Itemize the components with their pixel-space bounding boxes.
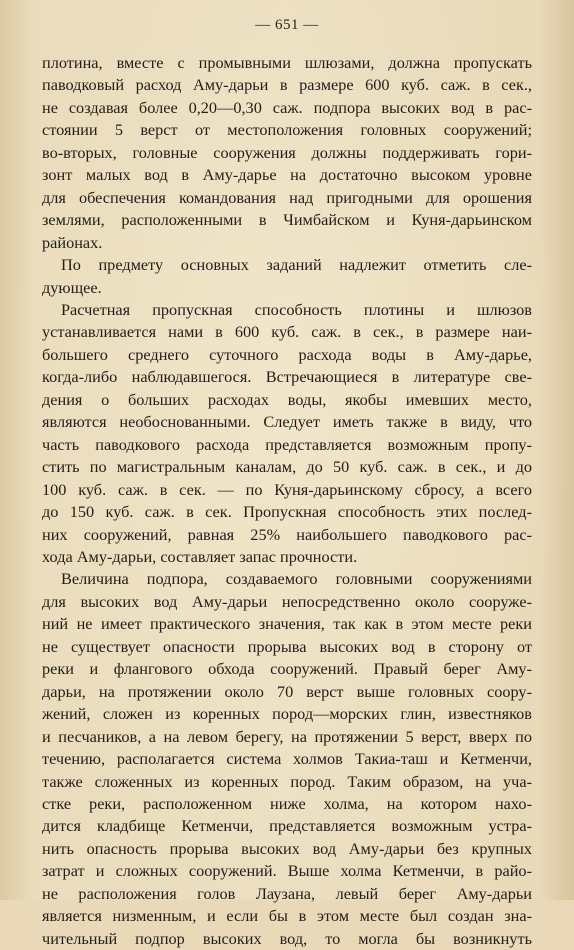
text-line: также сложенных из коренных пород. Таким образом, на уча- xyxy=(42,771,532,791)
text-line: реки и флангового обхода сооружений. Правый берег Аму- xyxy=(42,659,532,679)
text-line: стить по магистральным каналам, до 50 куб. саж. в сек., и до xyxy=(42,457,532,477)
text-line: нить опасность прорыва высоких вод Аму-дарьи без крупных xyxy=(42,838,532,858)
text-line: является низменным, и если бы в этом месте был создан зна- xyxy=(42,906,532,926)
text-line: большего среднего суточного расхода воды в Аму-дарье, xyxy=(42,344,532,364)
text-line: них сооружений, равная 25% наибольшего паводкового рас- xyxy=(42,524,532,544)
text-line: во-вторых, головные сооружения должны поддерживать гори- xyxy=(42,142,532,162)
text-line: По предмету основных заданий надлежит отметить сле- xyxy=(61,255,532,275)
text-line: дится кладбище Кетменчи, представляется возможным устра- xyxy=(42,816,532,836)
text-line: чительный подпор высоких вод, то могла бы возникнуть xyxy=(42,928,532,948)
text-line: являются необоснованными. Следует иметь также в виду, что xyxy=(42,412,532,432)
text-line: жений, сложен из коренных пород—морских глин, известняков xyxy=(42,704,532,724)
paragraph xyxy=(42,299,532,568)
text-line: дения о больших расходах воды, якобы имевших место, xyxy=(42,389,532,409)
text-line: не создавая более 0,20—0,30 саж. подпора высоких вод в рас- xyxy=(42,97,532,117)
text-line: хода Аму-дарьи, составляет запас прочности. xyxy=(42,546,358,566)
paragraph xyxy=(42,568,532,950)
text-line: плотина, вместе с промывными шлюзами, должна пропускать xyxy=(42,53,532,72)
text-line: дующее. xyxy=(42,277,102,297)
text-line: дарьи, на протяжении около 70 верст выше головных соору- xyxy=(42,681,532,701)
text-line: зонт малых вод в Аму-дарье на достаточно высоком уровне xyxy=(42,165,532,185)
text-line: затрат и сложных сооружений. Выше холма Кетменчи, в райо- xyxy=(42,861,532,881)
text-line: районах. xyxy=(42,232,103,252)
page-number: — 651 — xyxy=(255,17,319,33)
text-line: не существует опасности прорыва высоких вод в сторону от xyxy=(42,636,532,656)
text-line: до 150 куб. саж. в сек. Пропускная способность этих послед- xyxy=(42,502,532,522)
paragraph xyxy=(42,52,532,254)
text-line: для высоких вод Аму-дарьи непосредственно около сооруже- xyxy=(42,591,532,611)
text-line: часть паводкового расхода представляется возможным пропу- xyxy=(42,434,532,454)
paragraph xyxy=(42,254,532,299)
text-line: Расчетная пропускная способность плотины и шлюзов xyxy=(61,299,532,319)
text-line: устанавливается нами в 600 куб. саж. в сек., в размере наи- xyxy=(42,322,532,342)
text-line: и песчаников, а на левом берегу, на протяжении 5 верст, вверх по xyxy=(42,726,532,746)
text-line: паводковый расход Аму-дарьи в размере 600 куб. саж. в сек., xyxy=(42,75,532,95)
text-line: когда-либо наблюдавшегося. Встречающиеся в литературе све- xyxy=(42,367,532,387)
text-line: не расположения голов Лаузана, левый берег Аму-дарьи xyxy=(42,883,532,903)
page-body-text xyxy=(42,52,532,950)
text-line: ний не имеет практического значения, так как в этом месте реки xyxy=(42,614,532,634)
text-line: стке реки, расположенном ниже холма, на котором нахо- xyxy=(42,793,532,813)
text-line: 100 куб. саж. в сек. — по Куня-дарьинскому сбросу, а всего xyxy=(42,479,532,499)
text-line: Величина подпора, создаваемого головными сооружениями xyxy=(61,569,532,589)
text-line: стоянии 5 верст от местоположения головных сооружений; xyxy=(42,120,532,140)
text-line: течению, располагается система холмов Такиа-таш и Кетменчи, xyxy=(42,749,532,769)
text-line: землями, расположенными в Чимбайском и Куня-дарьинском xyxy=(42,210,532,230)
text-line: для обеспечения командования над пригодными для орошения xyxy=(42,187,532,207)
